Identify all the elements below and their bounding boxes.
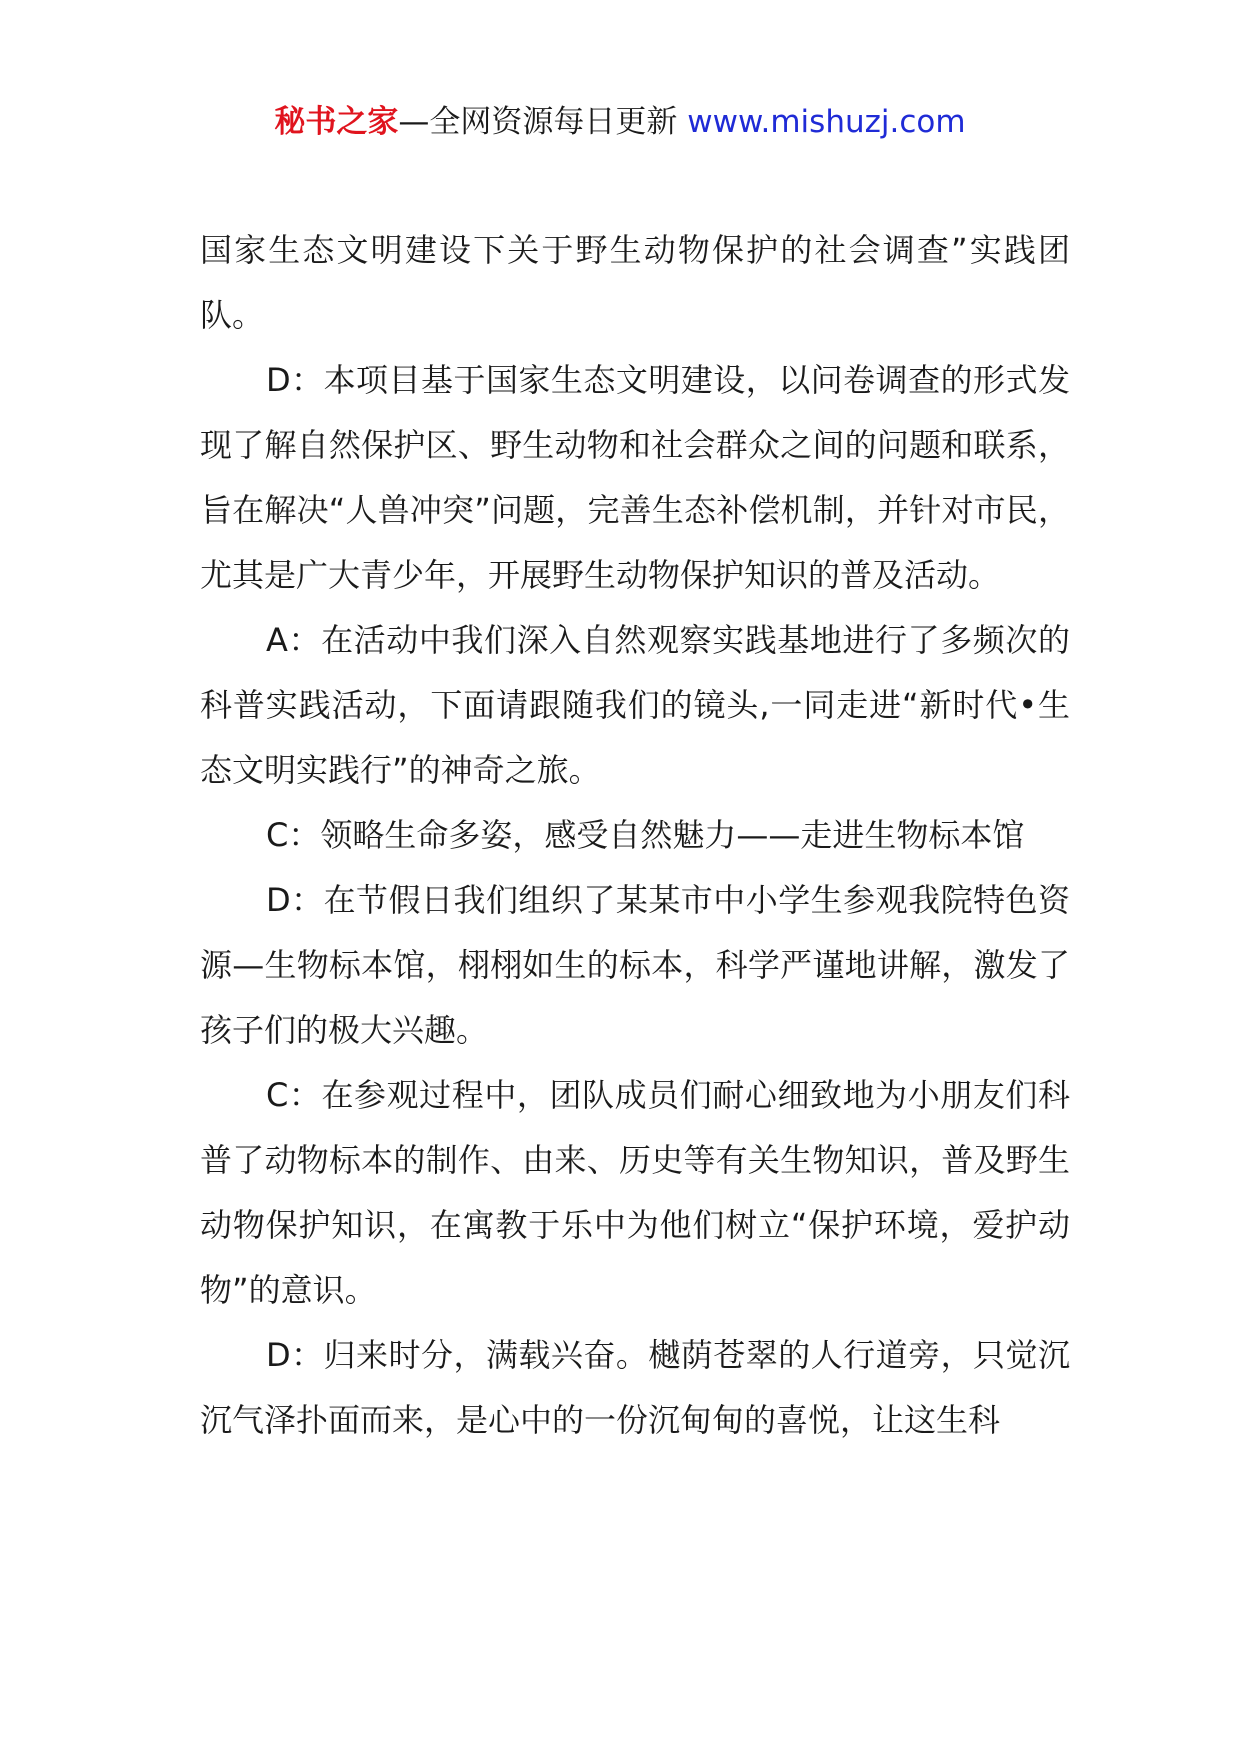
paragraph: D：在节假日我们组织了某某市中小学生参观我院特色资源—生物标本馆，栩栩如生的标本，科学严谨地讲解，激发了孩子们的极大兴趣。 — [200, 881, 1070, 1049]
paragraph: D：本项目基于国家生态文明建设，以问卷调查的形式发现了解自然保护区、野生动物和社会群众之间的问题和联系，旨在解决“人兽冲突”问题，完善生态补偿机制，并针对市民，尤其是广大青少年，开展野生动物保护知识的普及活动。 — [200, 361, 1070, 594]
page-header — [0, 100, 1240, 144]
paragraph: C：在参观过程中，团队成员们耐心细致地为小朋友们科普了动物标本的制作、由来、历史等有关生物知识，普及野生动物保护知识，在寓教于乐中为他们树立“保护环境，爱护动物”的意识。 — [200, 1076, 1070, 1309]
header-tagline: —全网资源每日更新 — [398, 104, 688, 140]
paragraph: A：在活动中我们深入自然观察实践基地进行了多频次的科普实践活动，下面请跟随我们的镜头,一同走进“新时代•生态文明实践行”的神奇之旅。 — [200, 621, 1070, 789]
paragraph: C：领略生命多姿，感受自然魅力——走进生物标本馆 — [266, 816, 1025, 854]
website-link[interactable]: www.mishuzj.com — [687, 104, 966, 140]
paragraph: 国家生态文明建设下关于野生动物保护的社会调查”实践团队。 — [200, 231, 1070, 334]
paragraph: D：归来时分，满载兴奋。樾荫苍翠的人行道旁，只觉沉沉气泽扑面而来，是心中的一份沉甸甸的喜悦，让这生科 — [200, 1336, 1070, 1439]
brand-name: 秘书之家 — [274, 104, 399, 140]
document-body — [200, 218, 1070, 1453]
